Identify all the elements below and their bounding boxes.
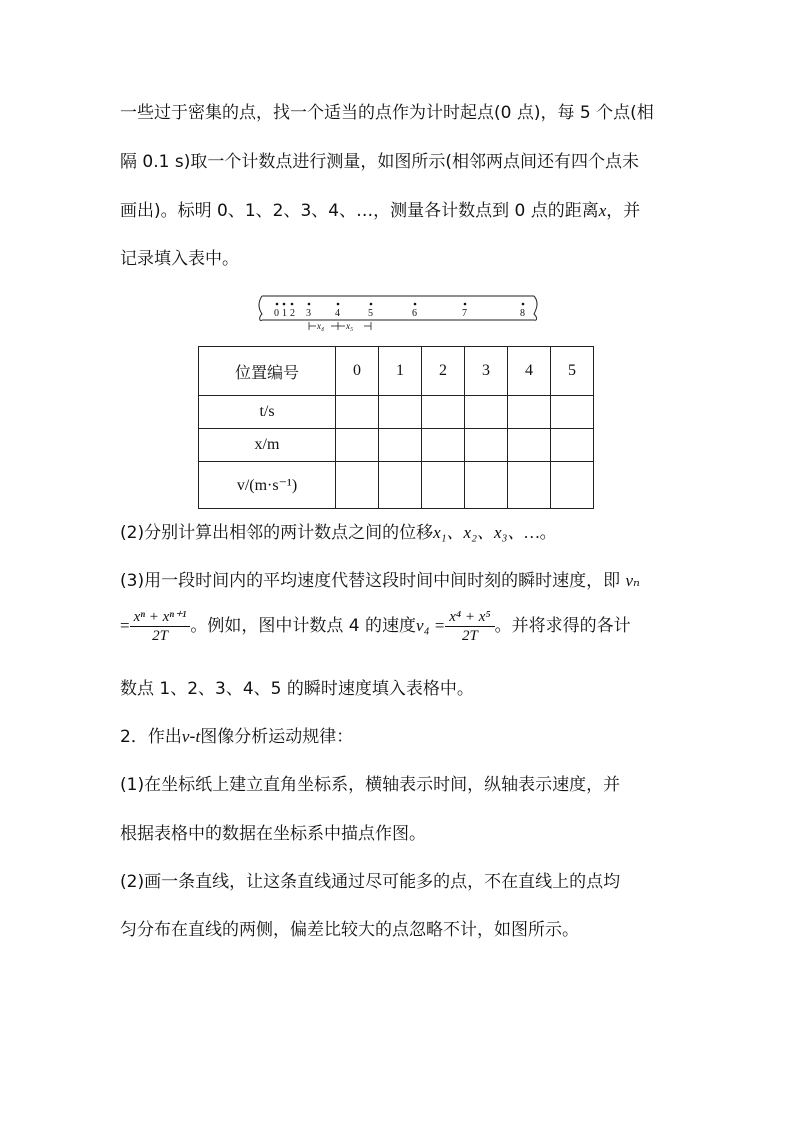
row-label-distance: x/m	[199, 429, 336, 462]
row-label-time: t/s	[199, 396, 336, 429]
fraction-denominator: 2T	[461, 627, 478, 644]
dash: -	[189, 727, 196, 747]
position-cell: 0	[336, 347, 379, 396]
table-row	[199, 429, 594, 462]
position-cell: 5	[551, 347, 594, 396]
vn-symbol: vₙ	[625, 571, 640, 590]
tape-label: 3	[306, 308, 311, 319]
table-cell	[379, 396, 422, 429]
tape-dot	[308, 303, 311, 306]
tape-label: 5	[368, 308, 373, 319]
table-cell	[508, 462, 551, 509]
position-cell: 2	[422, 347, 465, 396]
t-var: t	[195, 727, 201, 746]
table-cell	[422, 462, 465, 509]
position-cell: 3	[465, 347, 508, 396]
step-2-line	[120, 521, 680, 545]
tape-label: 6	[412, 308, 417, 319]
section-2-p1-line-1: (1)在坐标纸上建立直角坐标系，横轴表示时间，纵轴表示速度，并	[120, 775, 621, 795]
tape-label: 8	[520, 308, 525, 319]
step-2-end: 。	[539, 523, 557, 543]
table-row	[199, 462, 594, 509]
step-3-line-1	[120, 569, 680, 593]
distance-var: x	[598, 201, 607, 220]
table-row	[199, 396, 594, 429]
table-cell	[336, 429, 379, 462]
tape-label: 7	[462, 308, 467, 319]
tape-label: 2	[290, 308, 295, 319]
example-text: 。例如，图中计数点 4 的速度	[190, 616, 417, 636]
measurement-table	[198, 346, 594, 509]
v4-formula-fraction	[445, 608, 494, 645]
tape-dot	[283, 303, 286, 306]
intro-line-4: 记录填入表中。	[120, 249, 239, 269]
intro-line-3	[120, 199, 680, 223]
fraction-numerator: xⁿ + xⁿ⁺¹	[130, 608, 191, 627]
section-2-title	[120, 725, 680, 749]
table-header-label: 位置编号	[199, 347, 336, 396]
x5-label: x₅	[346, 321, 354, 331]
table-cell	[336, 462, 379, 509]
fraction-denominator: 2T	[152, 627, 168, 644]
table-cell	[508, 396, 551, 429]
tape-label: 0	[274, 308, 279, 319]
x4-label: x₄	[317, 321, 325, 331]
tape-label: 4	[335, 308, 340, 319]
table-cell	[379, 462, 422, 509]
table-cell	[336, 396, 379, 429]
step-3-text: (3)用一段时间内的平均速度代替这段时间中间时刻的瞬时速度，即	[120, 571, 621, 591]
tape-dot	[276, 303, 279, 306]
table-cell	[551, 396, 594, 429]
tape-dot	[337, 303, 340, 306]
position-cell: 4	[508, 347, 551, 396]
ticker-tape-figure	[258, 294, 543, 334]
table-cell	[422, 396, 465, 429]
table-cell	[465, 396, 508, 429]
section-2-text-end: 图像分析运动规律：	[200, 727, 354, 747]
table-cell	[551, 462, 594, 509]
intro-line-2: 隔 0.1 s)取一个计数点进行测量，如图所示(相邻两点间还有四个点未	[120, 152, 639, 172]
tape-dot	[522, 303, 525, 306]
tape-dot	[291, 303, 294, 306]
displacement-vars: x₁、x₂、x₃、…	[433, 523, 540, 542]
row-label-velocity: v/(m·s⁻¹)	[199, 462, 336, 509]
table-cell	[508, 429, 551, 462]
intro-line-1: 一些过于密集的点，找一个适当的点作为计时起点(0 点)，每 5 个点(相	[120, 103, 654, 123]
tape-left-edge	[259, 296, 262, 321]
section-2-p2-line-2: 匀分布在直线的两侧，偏差比较大的点忽略不计，如图所示。	[120, 920, 579, 940]
equals-sign: =	[120, 616, 130, 635]
vn-formula-fraction	[130, 608, 191, 645]
table-cell	[551, 429, 594, 462]
step-3-line-3: 数点 1、2、3、4、5 的瞬时速度填入表格中。	[120, 679, 474, 699]
fraction-numerator: x⁴ + x⁵	[445, 608, 494, 627]
position-cell: 1	[379, 347, 422, 396]
intro-line-3-end: ，并	[606, 201, 641, 221]
step-2-text: (2)分别计算出相邻的两计数点之间的位移	[120, 523, 434, 543]
tape-label: 1	[282, 308, 287, 319]
section-2-p1-line-2: 根据表格中的数据在坐标系中描点作图。	[120, 824, 426, 844]
table-cell	[379, 429, 422, 462]
section-2-text: 2．作出	[120, 727, 182, 747]
tape-dot	[414, 303, 417, 306]
tape-dot	[370, 303, 373, 306]
tape-right-edge	[534, 296, 537, 320]
step-3-end: 。并将求得的各计	[494, 616, 631, 636]
intro-line-3-text: 画出)。标明 0、1、2、3、4、…，测量各计数点到 0 点的距离	[120, 201, 599, 221]
section-2-p2-line-1: (2)画一条直线，让这条直线通过尽可能多的点，不在直线上的点均	[120, 872, 621, 892]
table-row	[199, 347, 594, 396]
v4-symbol: v₄ =	[416, 616, 446, 635]
table-cell	[465, 429, 508, 462]
tape-dot	[464, 303, 467, 306]
step-3-line-2	[120, 606, 680, 646]
table-cell	[422, 429, 465, 462]
table-cell	[465, 462, 508, 509]
v-var: v	[181, 727, 190, 746]
